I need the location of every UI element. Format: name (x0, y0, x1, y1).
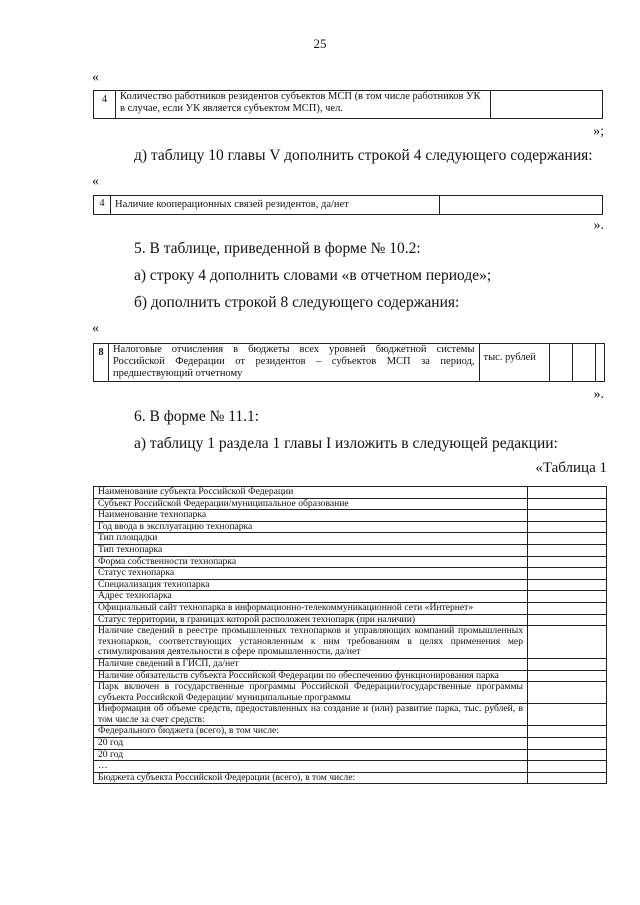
row-label: Тип площадки (94, 533, 528, 545)
table-row (94, 556, 607, 568)
row-label: Наличие сведений в реестре промышленных технопарков и управляющих компаний промышленных технопарков, соответствующих установленным к ним требованиям в целях применения мер стимулирования деятельности в сфере промышленности, да/нет (94, 626, 528, 659)
row-value (528, 772, 607, 784)
row-value (528, 761, 607, 773)
table-row (94, 726, 607, 738)
row-value (528, 602, 607, 614)
table-row (94, 568, 607, 580)
row-value (550, 344, 573, 382)
row-label: Год ввода в эксплуатацию технопарка (94, 521, 528, 533)
row-number: 4 (94, 91, 116, 119)
table-row (94, 533, 607, 545)
paragraph-6: 6. В форме № 11.1: (134, 408, 260, 425)
row-value (528, 658, 607, 670)
row-value (528, 521, 607, 533)
table-row (94, 658, 607, 670)
table-row (94, 761, 607, 773)
row-value (528, 544, 607, 556)
row-value (528, 726, 607, 738)
row-label: Специализация технопарка (94, 579, 528, 591)
row-value (528, 510, 607, 522)
row-label: 20 год (94, 749, 528, 761)
row-value (528, 749, 607, 761)
row-label: Субъект Российской Федерации/муниципальное образование (94, 498, 528, 510)
row-value (528, 533, 607, 545)
table-cooperation (93, 195, 603, 215)
row-label: … (94, 761, 528, 773)
row-value (573, 344, 596, 382)
row-label: Парк включен в государственные программы Российской Федерации/государственные программы субъекта Российской Федерации/ муниципальные программы (94, 682, 528, 704)
table-row (94, 521, 607, 533)
row-label: Тип технопарка (94, 544, 528, 556)
table-1 (93, 486, 607, 784)
row-value (528, 738, 607, 750)
table-workers (93, 90, 603, 119)
table-row (94, 738, 607, 750)
table-row (94, 749, 607, 761)
row-value (528, 682, 607, 704)
row-label: 20 год (94, 738, 528, 750)
row-label: Наличие сведений в ГИСП, да/нет (94, 658, 528, 670)
paragraph-5b: б) дополнить строкой 8 следующего содержания: (134, 294, 460, 311)
table-tax (93, 343, 605, 382)
row-text: Налоговые отчисления в бюджеты всех уровней бюджетной системы Российской Федерации от резидентов – субъектов МСП за период, предшествующий отчетному (108, 344, 479, 382)
table-row (94, 682, 607, 704)
table-row (94, 487, 607, 499)
row-value (528, 579, 607, 591)
table-row (94, 591, 607, 603)
close-quote: »; (593, 124, 604, 139)
row-number: 8 (94, 344, 109, 382)
row-value (528, 591, 607, 603)
open-quote: « (92, 174, 99, 189)
row-label: Статус территории, в границах которой расположен технопарк (при наличии) (94, 614, 528, 626)
row-unit: тыс. рублей (479, 344, 550, 382)
row-value (528, 556, 607, 568)
row-label: Федерального бюджета (всего), в том числе: (94, 726, 528, 738)
paragraph-6a: а) таблицу 1 раздела 1 главы I изложить в следующей редакции: (134, 435, 558, 452)
table-row (94, 704, 607, 726)
table-caption: «Таблица 1 (535, 460, 607, 476)
row-text: Количество работников резидентов субъектов МСП (в том числе работников УК в случае, если УК является субъектом МСП), чел. (116, 91, 491, 119)
open-quote: « (92, 70, 99, 85)
table-row (94, 579, 607, 591)
row-label: Информация об объеме средств, предоставленных на создание и (или) развитие парка, тыс. рублей, в том числе за счет средств: (94, 704, 528, 726)
row-label: Официальный сайт технопарка в информационно-телекоммуникационной сети «Интернет» (94, 602, 528, 614)
row-value (596, 344, 605, 382)
close-quote: ». (593, 218, 604, 233)
row-label: Наличие обязательств субъекта Российской Федерации по обеспечению функционирования парка (94, 670, 528, 682)
row-value (491, 91, 603, 119)
row-value (528, 614, 607, 626)
table-row (94, 544, 607, 556)
table-row (94, 602, 607, 614)
row-value (528, 487, 607, 499)
page-number: 25 (313, 36, 327, 51)
table-row (94, 670, 607, 682)
row-label: Наименование субъекта Российской Федерации (94, 487, 528, 499)
paragraph-5: 5. В таблице, приведенной в форме № 10.2: (134, 240, 421, 257)
close-quote: ». (593, 387, 604, 402)
row-value (528, 626, 607, 659)
row-value (528, 568, 607, 580)
row-value (440, 196, 603, 215)
row-label: Наименование технопарка (94, 510, 528, 522)
row-label: Адрес технопарка (94, 591, 528, 603)
row-label: Статус технопарка (94, 568, 528, 580)
row-value (528, 670, 607, 682)
paragraph-5a: а) строку 4 дополнить словами «в отчетном периоде»; (134, 267, 492, 284)
row-label: Форма собственности технопарка (94, 556, 528, 568)
open-quote: « (92, 321, 99, 336)
row-text: Наличие кооперационных связей резидентов, да/нет (111, 196, 440, 215)
table-row (94, 510, 607, 522)
paragraph-d: д) таблицу 10 главы V дополнить строкой 4 следующего содержания: (134, 147, 593, 164)
row-value (528, 704, 607, 726)
table-row (94, 614, 607, 626)
table-row (94, 498, 607, 510)
table-row (94, 626, 607, 659)
row-value (528, 498, 607, 510)
table-row (94, 772, 607, 784)
row-number: 4 (94, 196, 111, 215)
row-label: Бюджета субъекта Российской Федерации (всего), в том числе: (94, 772, 528, 784)
